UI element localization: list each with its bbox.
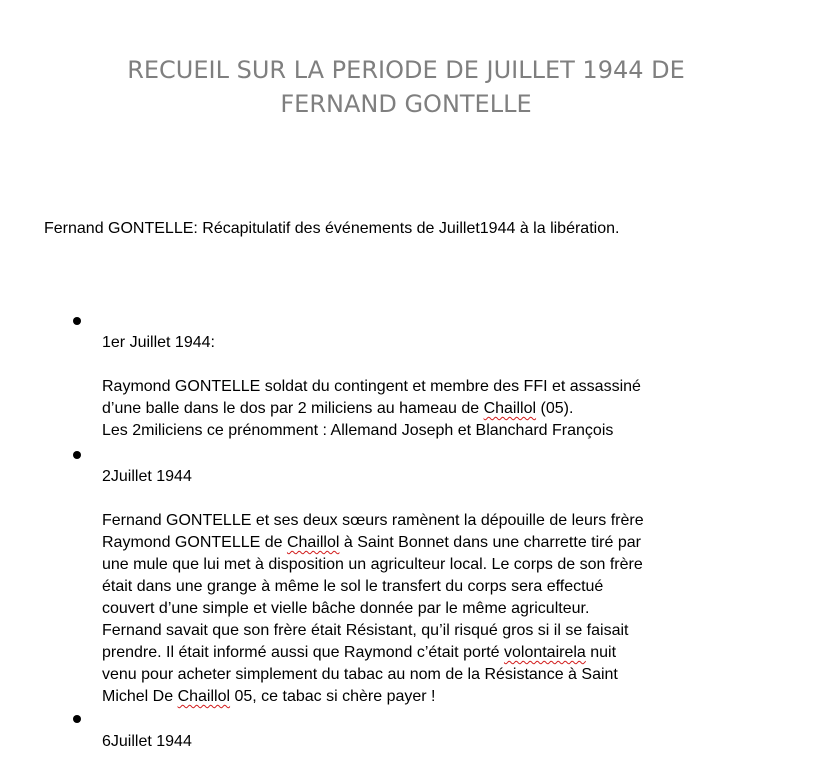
event-text-line: Fernand GONTELLE et ses deux sœurs ramènent la dépouille de leurs frère xyxy=(102,512,644,529)
event-text-line: une mule que lui met à disposition un agriculteur local. Le corps de son frère xyxy=(102,556,643,573)
event-date: 6Juillet 1944 xyxy=(102,733,192,750)
event-text-line: couvert d’une simple et vielle bâche donnée par le même agriculteur. xyxy=(102,600,590,617)
event-date: 2Juillet 1944 xyxy=(102,468,192,485)
event-text-line: venu pour acheter simplement du tabac au nom de la Résistance à Saint xyxy=(102,666,618,683)
document-title-line-2: FERNAND GONTELLE xyxy=(280,90,532,118)
bullet-icon xyxy=(73,451,81,459)
event-text-line: Raymond GONTELLE soldat du contingent et membre des FFI et assassiné xyxy=(102,378,641,395)
spellcheck-word: Chaillol xyxy=(177,688,231,705)
bullet-icon xyxy=(73,317,81,325)
event-text-line: Les 2miliciens ce prénomment : Allemand Joseph et Blanchard François xyxy=(102,422,614,439)
intro-paragraph: Fernand GONTELLE: Récapitulatif des événements de Juillet1944 à la libération. xyxy=(44,220,620,237)
event-text-line: était dans une grange à même le sol le transfert du corps sera effectué xyxy=(102,578,604,595)
spellcheck-word: Chaillol xyxy=(483,400,537,417)
event-text-line: Fernand savait que son frère était Résistant, qu’il risqué gros si il se faisait xyxy=(102,622,629,639)
event-text-line: Michel De Chaillol 05, ce tabac si chère payer ! xyxy=(102,688,436,705)
event-date: 1er Juillet 1944: xyxy=(102,334,215,351)
spellcheck-word: volontairela xyxy=(503,644,586,661)
document-title xyxy=(0,53,812,121)
event-text-line: prendre. Il était informé aussi que Raymond c’était porté volontairela nuit xyxy=(102,644,617,661)
bullet-icon xyxy=(73,715,81,723)
event-text-line: d’une balle dans le dos par 2 miliciens au hameau de Chaillol (05). xyxy=(102,400,574,417)
document-title-line-1: RECUEIL SUR LA PERIODE DE JUILLET 1944 DE xyxy=(127,56,685,84)
event-text-line: Raymond GONTELLE de Chaillol à Saint Bonnet dans une charrette tiré par xyxy=(102,534,641,551)
spellcheck-word: Chaillol xyxy=(286,534,340,551)
